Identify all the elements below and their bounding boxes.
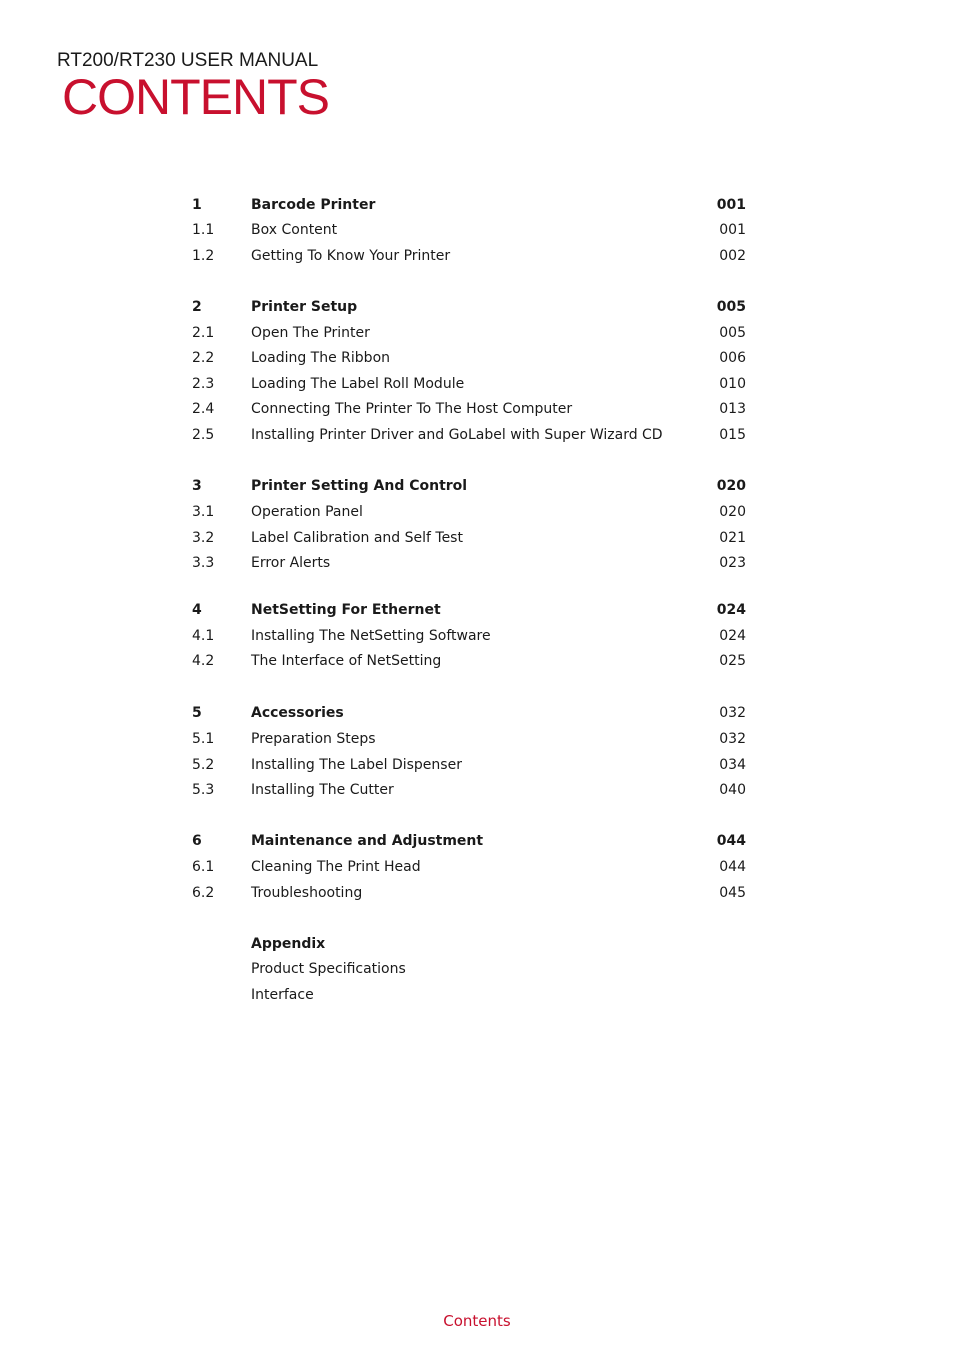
toc-label: Installing The NetSetting Software [251, 628, 491, 644]
toc-number: 5.1 [192, 731, 215, 747]
toc-label: Appendix [251, 936, 326, 952]
toc-number: 3.2 [192, 530, 215, 546]
toc-label: Installing The Label Dispenser [251, 757, 462, 773]
toc-page-number: 024 [719, 628, 746, 644]
toc-page-number: 025 [719, 653, 746, 669]
toc-page-number: 032 [719, 731, 746, 747]
toc-label: Installing Printer Driver and GoLabel with Super Wizard CD [251, 427, 663, 443]
toc-page-number: 015 [719, 427, 746, 443]
toc-number: 2.2 [192, 350, 215, 366]
toc-number: 1.2 [192, 248, 215, 264]
toc-page-number: 023 [719, 555, 746, 571]
toc-entry-row[interactable] [192, 372, 746, 396]
toc-label: Interface [251, 987, 314, 1003]
toc-label: Troubleshooting [251, 885, 363, 901]
toc-page-number: 005 [716, 299, 746, 315]
toc-entry-row[interactable] [192, 881, 746, 905]
toc-number: 1.1 [192, 222, 215, 238]
toc-number: 3.3 [192, 555, 215, 571]
toc-section-row[interactable] [192, 193, 746, 217]
toc-entry-row[interactable] [192, 753, 746, 777]
toc-number: 6 [192, 833, 202, 849]
toc-entry-row[interactable] [192, 727, 746, 751]
toc-label: Product Specifications [251, 961, 406, 977]
toc-page-number: 020 [719, 504, 746, 520]
toc-number: 2.1 [192, 325, 215, 341]
toc-label: Loading The Label Roll Module [251, 376, 465, 392]
toc-entry-row[interactable] [192, 218, 746, 242]
toc-page-number: 013 [719, 401, 746, 417]
toc-entry-row[interactable] [192, 957, 746, 981]
toc-number: 5.2 [192, 757, 215, 773]
toc-page-number: 021 [719, 530, 746, 546]
toc-section-row[interactable] [192, 932, 746, 956]
toc-label: Preparation Steps [251, 731, 376, 747]
toc-label: Operation Panel [251, 504, 363, 520]
toc-entry-row[interactable] [192, 397, 746, 421]
toc-number: 6.1 [192, 859, 215, 875]
toc-label: Error Alerts [251, 555, 331, 571]
toc-number: 4 [192, 602, 202, 618]
toc-page-number: 040 [719, 782, 746, 798]
toc-label: Connecting The Printer To The Host Computer [251, 401, 573, 417]
toc-section-row[interactable] [192, 295, 746, 319]
toc-entry-row[interactable] [192, 423, 746, 447]
toc-page-number: 044 [716, 833, 746, 849]
toc-number: 6.2 [192, 885, 215, 901]
toc-entry-row[interactable] [192, 244, 746, 268]
toc-label: Label Calibration and Self Test [251, 530, 463, 546]
toc-label: Box Content [251, 222, 338, 238]
toc-entry-row[interactable] [192, 346, 746, 370]
page-title: CONTENTS [62, 69, 329, 125]
toc-label: Getting To Know Your Printer [251, 248, 451, 264]
toc-page-number: 002 [719, 248, 746, 264]
toc-entry-row[interactable] [192, 500, 746, 524]
toc-label: Installing The Cutter [251, 782, 394, 798]
toc-number: 3.1 [192, 504, 215, 520]
toc-label: Accessories [251, 705, 344, 721]
toc-page-number: 034 [719, 757, 746, 773]
toc-number: 2 [192, 299, 202, 315]
toc-label: Printer Setting And Control [251, 478, 468, 494]
toc-number: 2.4 [192, 401, 215, 417]
toc-page-number: 045 [719, 885, 746, 901]
toc-label: Open The Printer [251, 325, 370, 341]
toc-number: 5.3 [192, 782, 215, 798]
toc-entry-row[interactable] [192, 526, 746, 550]
toc-entry-row[interactable] [192, 551, 746, 575]
toc-entry-row[interactable] [192, 321, 746, 345]
toc-entry-row[interactable] [192, 778, 746, 802]
toc-section-row[interactable] [192, 701, 746, 725]
toc-number: 1 [192, 197, 202, 213]
toc-page-number: 044 [719, 859, 746, 875]
toc-page-number: 005 [719, 325, 746, 341]
toc-label: The Interface of NetSetting [251, 653, 442, 669]
toc-section-row[interactable] [192, 598, 746, 622]
toc-label: Barcode Printer [251, 197, 376, 213]
toc-number: 4.1 [192, 628, 215, 644]
toc-page-number: 001 [719, 222, 746, 238]
manual-subtitle: RT200/RT230 USER MANUAL [57, 50, 319, 71]
toc-entry-row[interactable] [192, 624, 746, 648]
toc-label: Printer Setup [251, 299, 358, 315]
toc-entry-row[interactable] [192, 649, 746, 673]
toc-page-number: 010 [719, 376, 746, 392]
toc-number: 5 [192, 705, 202, 721]
toc-page-number: 001 [716, 197, 746, 213]
toc-number: 4.2 [192, 653, 215, 669]
toc-number: 2.3 [192, 376, 215, 392]
toc-page-number: 024 [716, 602, 746, 618]
toc-entry-row[interactable] [192, 855, 746, 879]
page-footer: Contents [443, 1312, 511, 1330]
toc-page-number: 020 [716, 478, 746, 494]
toc-page-number: 032 [719, 705, 746, 721]
toc-entry-row[interactable] [192, 983, 746, 1007]
toc-label: Loading The Ribbon [251, 350, 391, 366]
toc-section-row[interactable] [192, 474, 746, 498]
toc-label: Maintenance and Adjustment [251, 833, 484, 849]
toc-number: 2.5 [192, 427, 215, 443]
toc-section-row[interactable] [192, 829, 746, 853]
toc-number: 3 [192, 478, 202, 494]
toc-page-number: 006 [719, 350, 746, 366]
toc-label: NetSetting For Ethernet [251, 602, 441, 618]
toc-label: Cleaning The Print Head [251, 859, 421, 875]
